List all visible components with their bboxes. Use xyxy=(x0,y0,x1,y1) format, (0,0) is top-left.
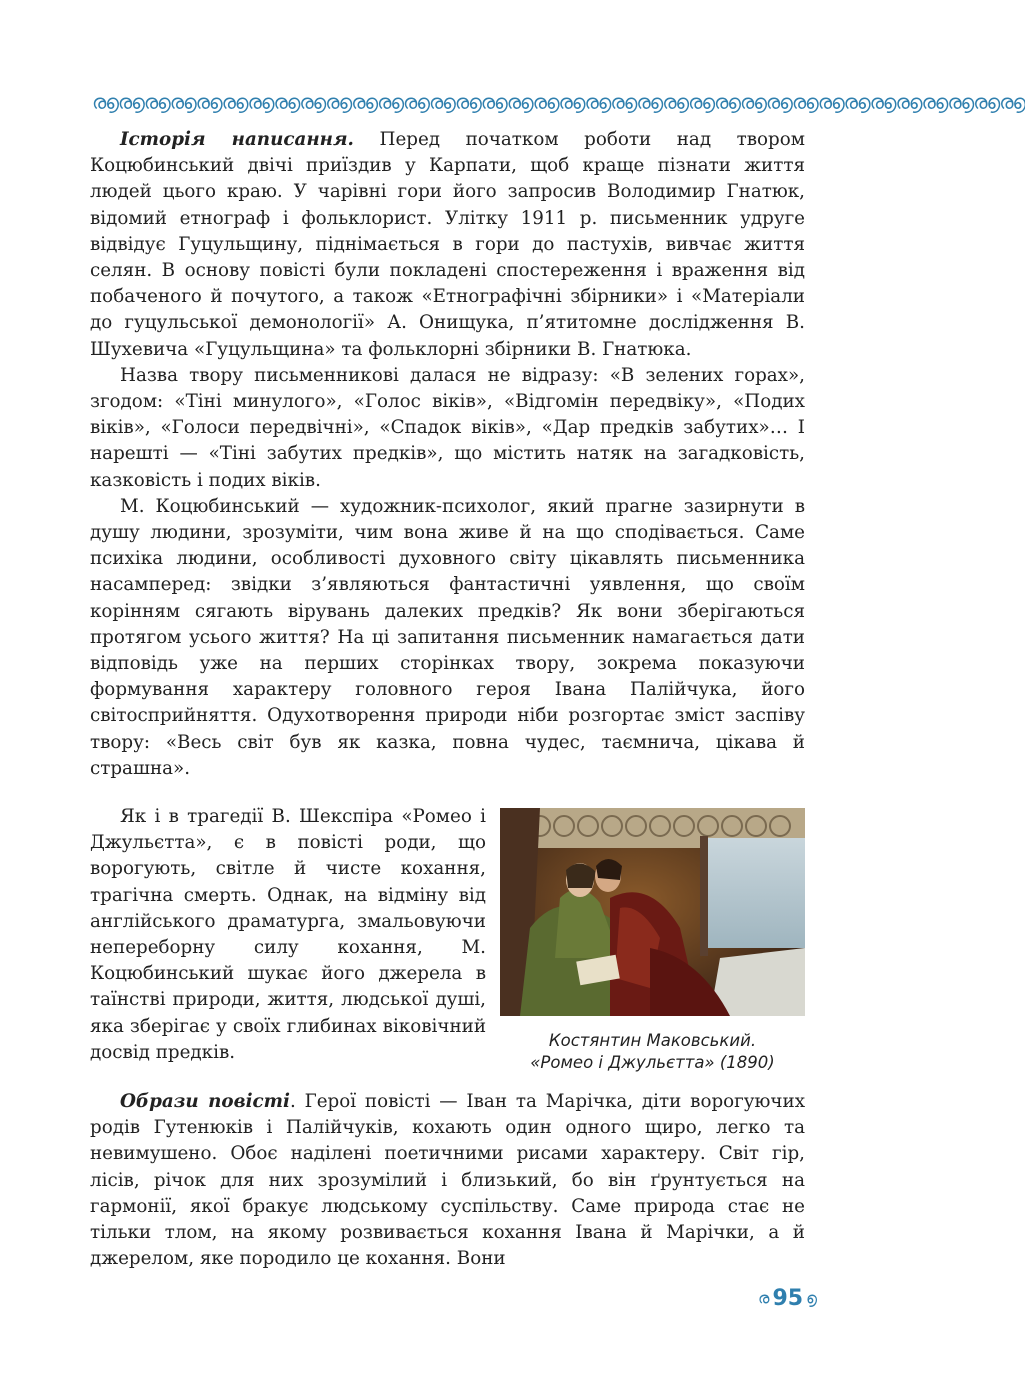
paragraph-shakespeare: Як і в трагедії В. Шекспіра «Ромео і Джульєтта», є в повісті роди, що ворогують, світле й чисте кохання, трагічна смерть. Однак, на відміну від англійського драматурга, змальовуючи непереборну силу кохання, М. Коцюбинський шукає його джерела в таїнстві природи, життя, людської душі, яка зберігає у своїх глибинах віковічний досвід предків. xyxy=(90,806,486,1063)
decorative-border: ര൭ര൭ര൭ര൭ര൭ര൭ര൭ര൭ര൭ര൭ര൭ര൭ര൭ര൭ര൭ര൭ര൭ര൭ര൭ര൭ര൭ര൭ര൭ര൭ര൭ര൭ര൭ര൭ര൭ര൭ര൭ര൭ര൭ര൭ര൭ര൭ xyxy=(92,90,1025,114)
section-heading-images: Образи повісті xyxy=(120,1091,290,1112)
page-number-value: 95 xyxy=(772,1286,804,1311)
text-images-section xyxy=(90,1089,805,1272)
paragraph-psychologist: М. Коцюбинський — художник-психолог, який прагне зазирнути в душу людини, зрозуміти, чим вона живе й на що сподівається. Саме психіка людини, особливості духовного світу цікавлять письменника насамперед: звідки з’являються фантастичні уявлення, що своїм корінням сягають вірувань далеких предків? Як вони зберігаються протягом усього життя? На ці запитання письменник намагається дати відповідь уже на перших сторінках твору, зокрема показуючи формування характеру головного героя Івана Палійчука, його світосприйняття. Одухотворення природи ніби розгортає зміст заспіву твору: «Весь світ був як казка, повна чудес, таємнича, цікава й страшна». xyxy=(90,495,805,779)
paragraph-history: Історія написання. Перед початком роботи над твором Коцюбинський двічі приїздив у Карпати, щоб краще пізнати життя людей цього краю. У чарівні гори його запросив Володимир Гнатюк, відомий етнограф і фольклорист. Улітку 1911 р. письменник удруге відвідує Гуцульщину, піднімається в гори до пастухів, вивчає життя селян. В основу повісті були покладені спостереження і враження від побаченого й почутого, а також «Етнографічні збірники» і «Матеріали до гуцульської демонології» А. Онищука, п’ятитомне дослідження В. Шухевича «Гуцульщина» та фольклорні збірники В. Гнатюка. xyxy=(90,129,805,360)
caption-title: «Ромео і Джульєтта» (1890) xyxy=(530,1053,775,1072)
page-number xyxy=(758,1286,848,1316)
figure-caption xyxy=(500,1030,805,1074)
swirl-right-icon: ൭ xyxy=(806,1288,817,1308)
painting-romeo-juliet xyxy=(500,808,805,1016)
swirl-left-icon: ര xyxy=(758,1288,770,1308)
text-beside-image xyxy=(90,804,486,1066)
caption-author: Костянтин Маковський. xyxy=(548,1031,757,1050)
paragraph-title-origin: Назва твору письменникові далася не відразу: «В зелених горах», згодом: «Тіні минулого», «Голос віків», «Відгомін передвіку», «Подих віків», «Голоси передвічні», «Спадок віків», «Дар предків забутих»… І нарешті — «Тіні забутих предків», що містить натяк на загадковість, казковість і подих віків. xyxy=(90,364,805,491)
main-text-block xyxy=(90,127,805,782)
paragraph-images: Образи повісті. Герої повісті — Іван та Марічка, діти ворогуючих родів Гутенюків і Палійчуків, кохають один одного щиро, легко та невимушено. Обоє наділені поетичними рисами характеру. Світ гір, лісів, річок для них зрозумілий і близький, бо він ґрунтується на гармонії, якої бракує людському суспільству. Саме природа стає не тільки тлом, на якому розвивається кохання Івана й Марічки, а й джерелом, яке породило це кохання. Вони xyxy=(90,1091,806,1270)
section-heading-history: Історія написання. xyxy=(120,129,354,150)
